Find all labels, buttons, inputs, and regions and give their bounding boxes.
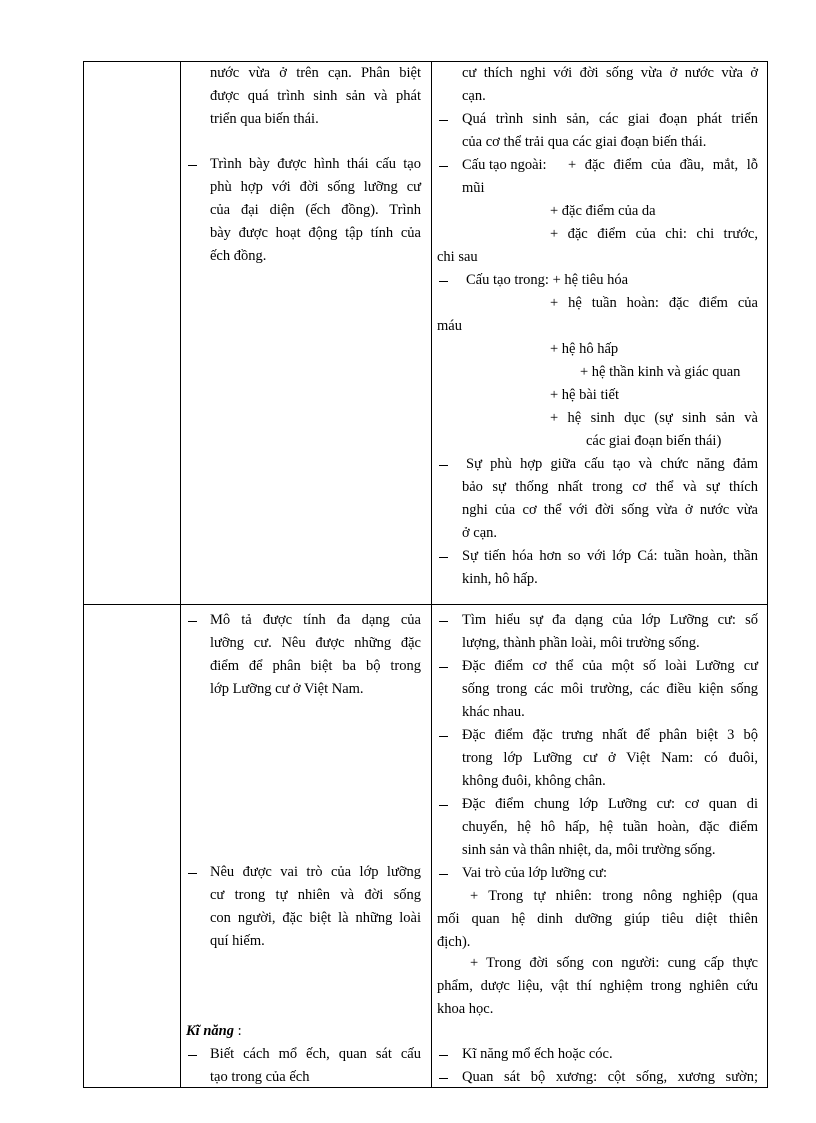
objective-text: Trình bày được hình thái cấu tạo xyxy=(210,156,421,172)
bullet-dash xyxy=(439,1078,448,1079)
note-text: chi sau xyxy=(437,249,478,265)
bullet-dash xyxy=(439,621,448,622)
note-text: Đặc điểm chung lớp Lưỡng cư: cơ quan di xyxy=(462,796,758,812)
note-text: mối quan hệ dinh dưỡng giúp tiêu diệt thiên xyxy=(437,911,758,927)
note-text: nghi của cơ thể với đời sống vừa ở nước vừa xyxy=(462,502,758,518)
row-divider xyxy=(83,604,768,605)
bullet-dash xyxy=(188,165,197,166)
objective-text: Nêu được vai trò của lớp lưỡng xyxy=(210,864,421,880)
note-text: Tìm hiểu sự đa dạng của lớp Lưỡng cư: số xyxy=(462,612,758,628)
note-text: trong lớp Lưỡng cư ở Việt Nam: có đuôi, xyxy=(462,750,758,766)
note-text: các giai đoạn biến thái) xyxy=(586,433,722,449)
bullet-dash xyxy=(439,805,448,806)
bullet-dash xyxy=(439,874,448,875)
note-text: + hệ bài tiết xyxy=(550,387,619,403)
note-text: sinh sản và thân nhiệt, da, môi trường sống. xyxy=(462,842,716,858)
objective-text: lưỡng cư. Nêu được những đặc xyxy=(210,635,421,651)
note-text: máu xyxy=(437,318,462,334)
note-text: bảo sự thống nhất trong cơ thể và sự thích xyxy=(462,479,758,495)
note-text: kinh, hô hấp. xyxy=(462,571,538,587)
bullet-dash xyxy=(439,1055,448,1056)
note-text: + hệ thần kinh và giác quan xyxy=(580,364,741,380)
objective-text: lớp Lưỡng cư ở Việt Nam. xyxy=(210,681,364,697)
note-text: + Trong tự nhiên: trong nông nghiệp (qua xyxy=(470,888,758,904)
objective-text: cư trong tự nhiên và đời sống xyxy=(210,887,421,903)
note-text: + đặc điểm của da xyxy=(550,203,656,219)
bullet-dash xyxy=(439,557,448,558)
objective-text: con người, đặc biệt là những loài xyxy=(210,910,421,926)
table-right-border xyxy=(767,61,768,1088)
objective-text: phù hợp với đời sống lưỡng cư xyxy=(210,179,421,195)
note-text: khoa học. xyxy=(437,1001,494,1017)
objective-text: của đại diện (ếch đồng). Trình xyxy=(210,202,421,218)
note-text: + hệ tuần hoàn: đặc điểm của xyxy=(550,295,758,311)
objective-text: bày được hoạt động tập tính của xyxy=(210,225,421,241)
note-text: Quá trình sinh sản, các giai đoạn phát triển xyxy=(462,111,758,127)
note-text: + đặc điểm của chi: chi trước, xyxy=(550,226,758,242)
bullet-dash xyxy=(188,621,197,622)
note-text: Sự phù hợp giữa cấu tạo và chức năng đảm xyxy=(466,456,758,472)
note-text: của cơ thể trải qua các giai đoạn biến thái. xyxy=(462,134,707,150)
bullet-dash xyxy=(439,667,448,668)
note-text: + hệ sinh dục (sự sinh sản và xyxy=(550,410,758,426)
bullet-dash xyxy=(188,873,197,874)
note-text: khác nhau. xyxy=(462,704,525,720)
objective-text: Biết cách mổ ếch, quan sát cấu xyxy=(210,1046,421,1062)
objective-text: điểm để phân biệt ba bộ trong xyxy=(210,658,421,674)
note-text: không đuôi, không chân. xyxy=(462,773,606,789)
note-text: Cấu tạo trong: + hệ tiêu hóa xyxy=(466,272,628,288)
note-text: Đặc điểm đặc trưng nhất để phân biệt 3 bộ xyxy=(462,727,758,743)
note-text: + đặc điểm của đầu, mắt, lỗ xyxy=(568,157,758,173)
note-text: địch). xyxy=(437,934,471,950)
bullet-dash xyxy=(439,736,448,737)
note-text: Sự tiến hóa hơn so với lớp Cá: tuần hoàn, thần xyxy=(462,548,758,564)
bullet-dash xyxy=(439,120,448,121)
bullet-dash xyxy=(188,1055,197,1056)
objective-text: nước vừa ở trên cạn. Phân biệt xyxy=(210,65,421,81)
skills-heading-colon: : xyxy=(233,1023,242,1039)
column-divider-2 xyxy=(431,61,432,1088)
note-text: Đặc điểm cơ thể của một số loài Lưỡng cư xyxy=(462,658,758,674)
note-text: chuyển, hệ hô hấp, hệ tuần hoàn, đặc điểm xyxy=(462,819,758,835)
objective-text: ếch đồng. xyxy=(210,248,267,264)
objective-text: tạo trong của ếch xyxy=(210,1069,310,1085)
note-text: cạn. xyxy=(462,88,486,104)
note-text: + hệ hô hấp xyxy=(550,341,619,357)
note-text: Cấu tạo ngoài: xyxy=(462,157,547,173)
column-divider-1 xyxy=(180,61,181,1088)
bullet-dash xyxy=(439,166,448,167)
note-text: ở cạn. xyxy=(462,525,498,541)
objective-text: triển qua biến thái. xyxy=(210,111,319,127)
note-text: Quan sát bộ xương: cột sống, xương sườn; xyxy=(462,1069,758,1085)
note-text: phẩm, dược liệu, vật thí nghiệm trong nghiên cứu xyxy=(437,978,758,994)
note-text: Vai trò của lớp lưỡng cư: xyxy=(462,865,608,881)
bullet-dash xyxy=(439,465,448,466)
objective-text: Mô tả được tính đa dạng của xyxy=(210,612,421,628)
note-text: cư thích nghi với đời sống vừa ở nước vừa ở xyxy=(462,65,758,81)
note-text: lượng, thành phần loài, môi trường sống. xyxy=(462,635,700,651)
table-left-border xyxy=(83,61,84,1088)
objective-text: quí hiếm. xyxy=(210,933,265,949)
objective-text: được quá trình sinh sản và phát xyxy=(210,88,421,104)
note-text: Kĩ năng mổ ếch hoặc cóc. xyxy=(462,1046,613,1062)
note-text: sống trong các môi trường, các điều kiện sống xyxy=(462,681,758,697)
skills-heading xyxy=(186,1020,242,1043)
skills-heading-label: Kĩ năng xyxy=(186,1023,234,1039)
note-text: mũi xyxy=(462,180,485,196)
bullet-dash xyxy=(439,281,448,282)
note-text: + Trong đời sống con người: cung cấp thực xyxy=(470,955,758,971)
